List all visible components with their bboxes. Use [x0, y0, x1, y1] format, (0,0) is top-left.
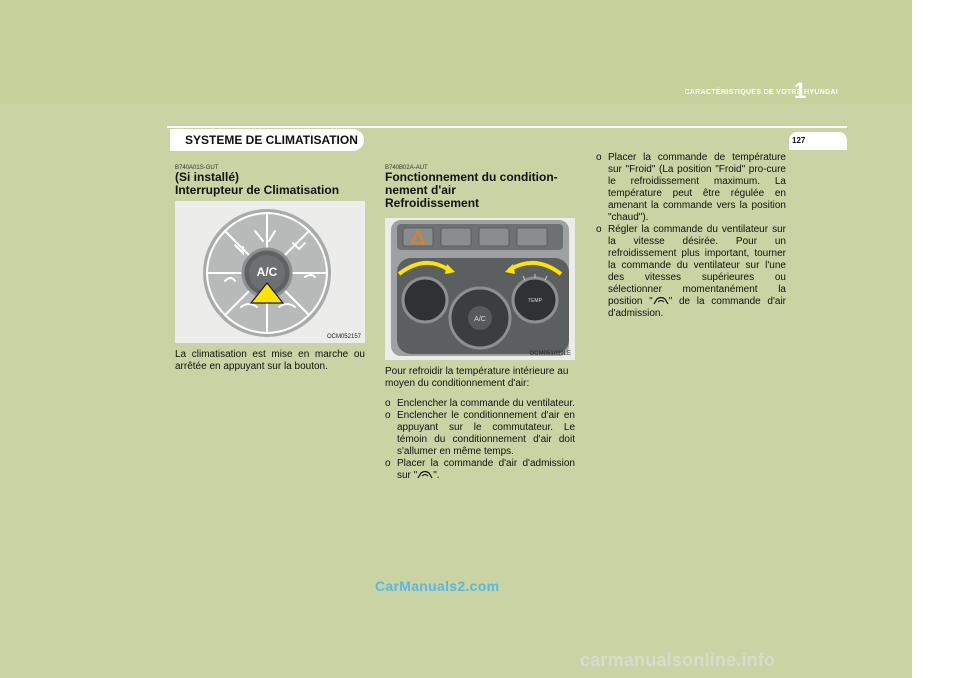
heading-operation-cont: nement d'air [385, 183, 456, 197]
chapter-label: CARACTÉRISTIQUES DE VOTRE HYUNDAI [684, 89, 838, 96]
column-ac-switch [175, 165, 365, 373]
climate-panel-illustration [385, 218, 575, 360]
ac-switch-description: La climatisation est mise en marche ou arrêtée en appuyant sur la bouton. [175, 349, 365, 372]
column-cooling-continued [596, 152, 786, 320]
column-cooling-operation [385, 165, 575, 482]
figure-code: OCM052157 [326, 334, 361, 340]
figure-code: OCM051039LE [529, 351, 571, 357]
ac-button-label: A/C [256, 265, 278, 279]
header-rule [167, 126, 847, 128]
step-fan-speed-text: Régler la commande du ventilateur sur la vitesse désirée. Pour un refroidissement plus important, tourner la commande du ventilateur sur l'une des vitesses supérieures ou sélectionner momentanément la position " [608, 224, 786, 307]
step-intake [397, 458, 575, 482]
step-ac: Enclencher le conditionnement d'air en appuyant sur le commutateur. Le témoin du conditionnement d'air doit s'allumer en même temps. [397, 410, 575, 457]
bullet-mark: o [385, 410, 391, 421]
step-intake-text: Placer la commande d'air d'admission sur " [397, 458, 575, 481]
section-title: SYSTEME DE CLIMATISATION [185, 133, 358, 147]
step-temperature: Placer la commande de température sur "Froid" (La position "Froid" pro-cure le refroidissement maximum. La température peut être régulée en amenant la commande vers la position "chaud"). [608, 152, 786, 223]
cooling-intro: Pour refroidir la température intérieure au moyen du conditionnement d'air: [385, 366, 569, 389]
list-item [596, 224, 786, 320]
list-item [385, 398, 575, 410]
step-fan: Enclencher la commande du ventilateur. [397, 398, 575, 409]
recirculation-icon [653, 296, 669, 305]
list-item [385, 410, 575, 458]
cooling-steps-cont [596, 152, 786, 320]
bullet-mark: o [385, 398, 391, 409]
recirculation-icon [417, 470, 433, 479]
bullet-mark: o [596, 224, 602, 235]
step-fan-speed [608, 224, 786, 320]
ac-center-label: A/C [474, 316, 486, 323]
temp-label: TEMP [528, 298, 542, 304]
heading-ac-switch: Interrupteur de Climatisation [175, 183, 340, 197]
cooling-steps [385, 398, 575, 482]
ac-switch-figure [175, 201, 365, 343]
heading-operation: Fonctionnement du condition- [385, 170, 558, 184]
step-fan-speed-suffix: " de la commande d'air d'admission. [608, 296, 787, 319]
ac-switch-illustration [175, 201, 365, 343]
bullet-mark: o [385, 458, 391, 469]
list-item [596, 152, 786, 224]
climate-panel-figure [385, 218, 575, 360]
bullet-mark: o [596, 152, 602, 163]
heading-cooling: Refroidissement [385, 196, 480, 210]
page-number: 127 [792, 136, 806, 145]
list-item [385, 458, 575, 482]
watermark-carmanuals[interactable]: CarManuals2.com [375, 578, 500, 594]
reference-code: B740A01S-GUT [175, 165, 219, 171]
reference-code: B740B02A-AUT [385, 165, 428, 171]
watermark-carmanualsonline[interactable]: carmanualsonline.info [580, 650, 776, 670]
heading-installed: (Si installé) [175, 170, 240, 184]
chapter-number: 1 [794, 78, 807, 103]
step-intake-suffix: ". [433, 470, 440, 481]
